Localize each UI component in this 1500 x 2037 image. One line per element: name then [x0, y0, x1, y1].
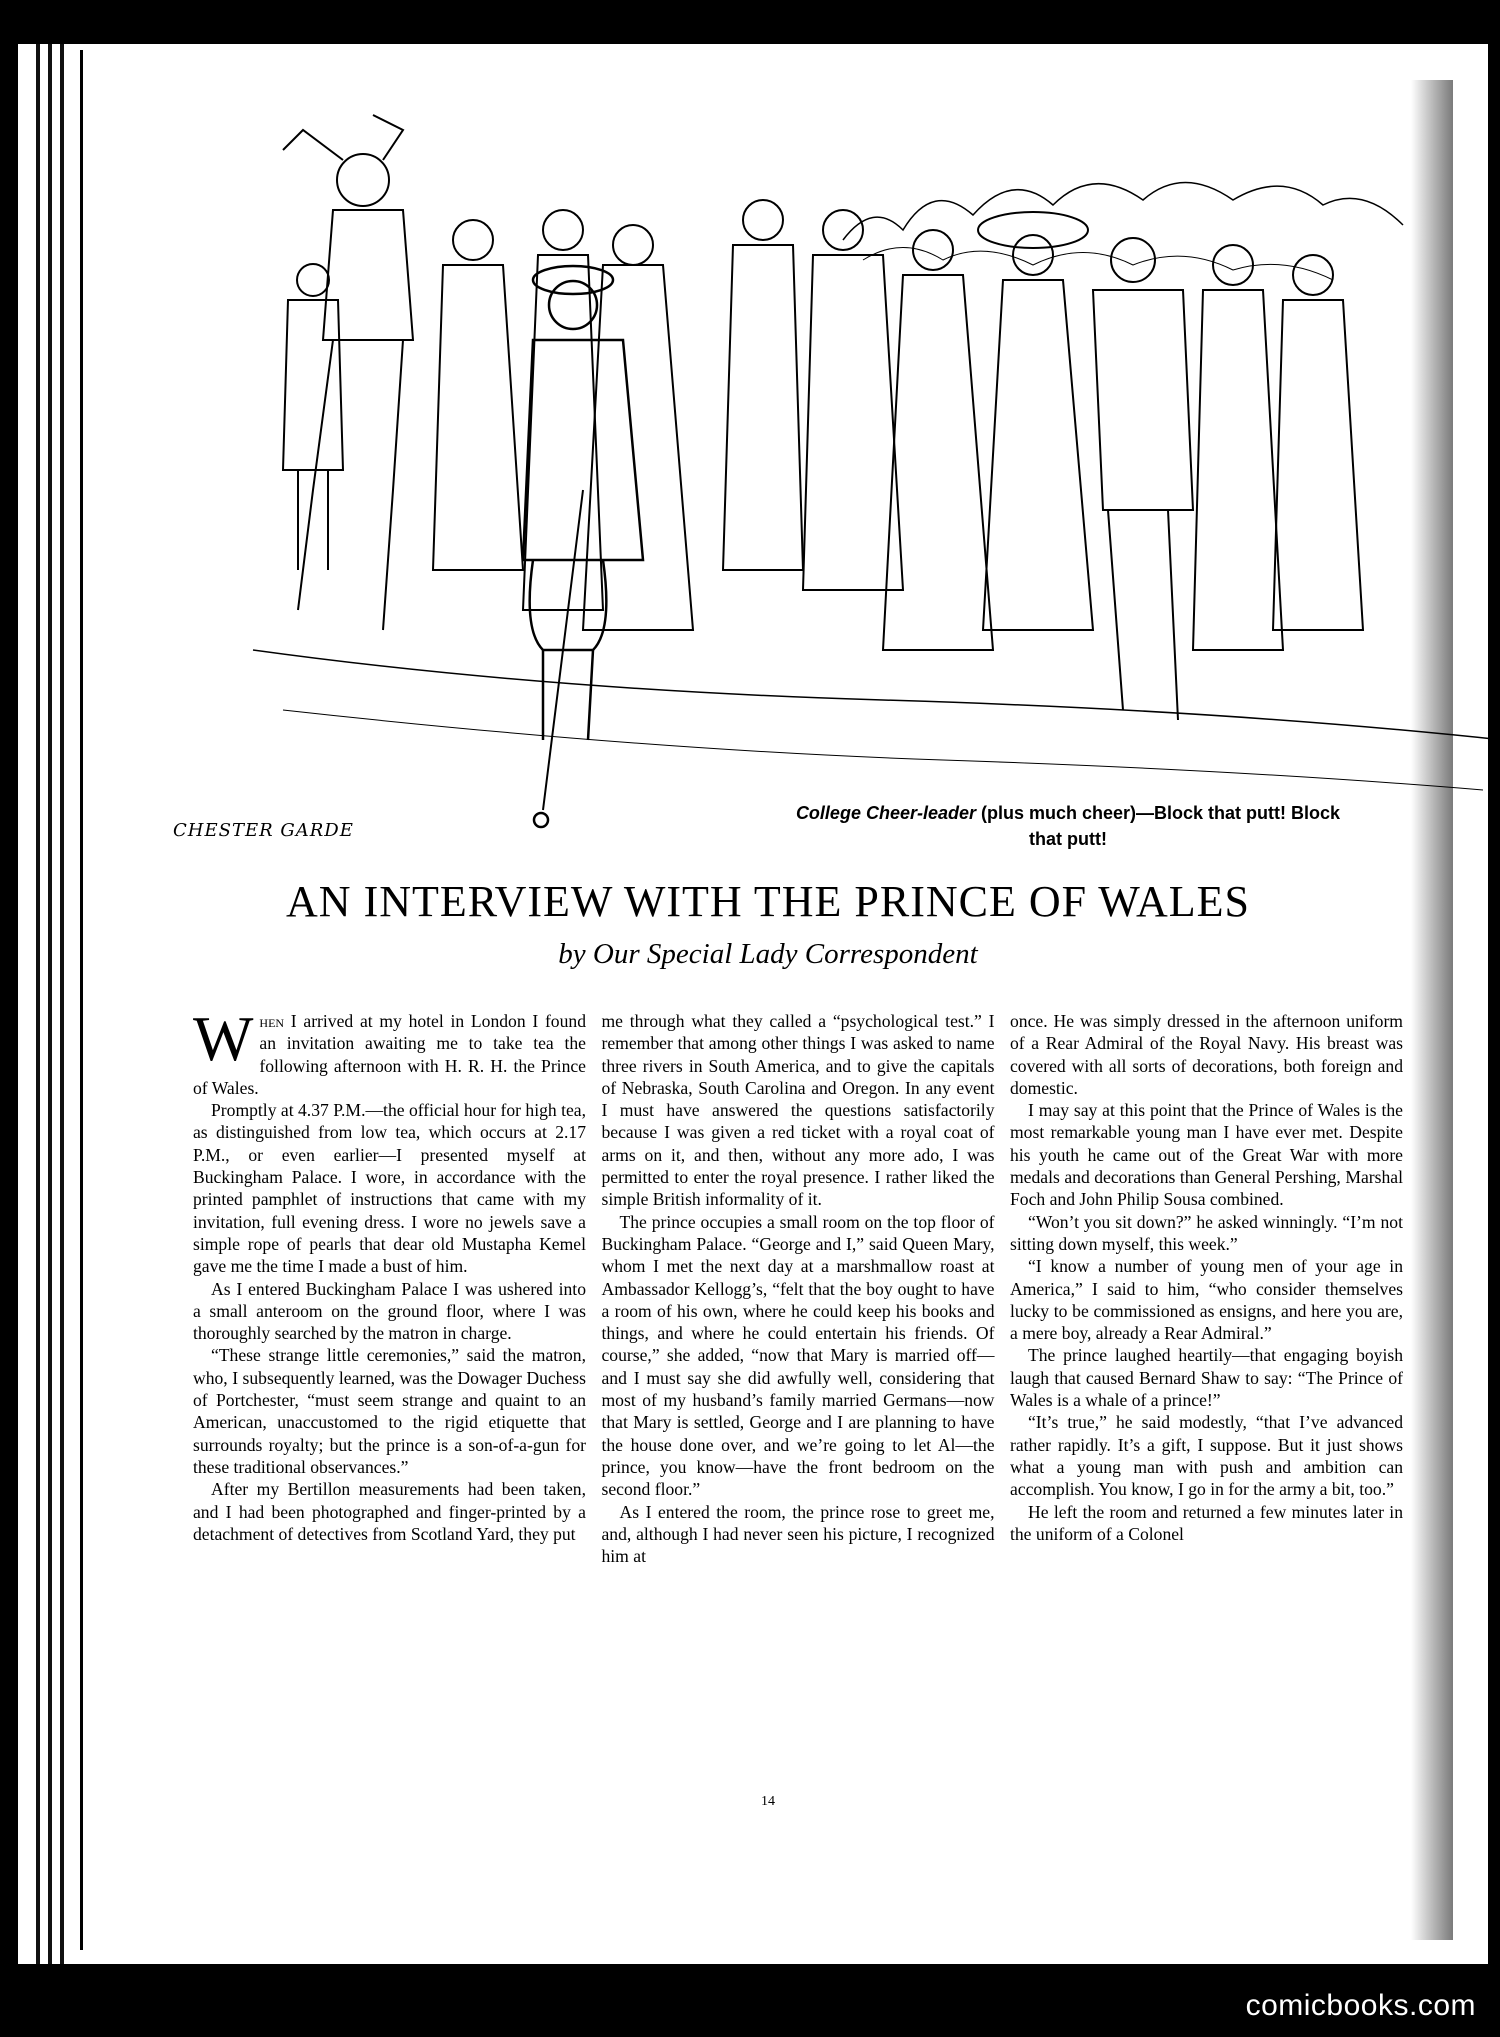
article-paragraph: When I arrived at my hotel in London I found an invitation awaiting me to take tea the following afternoon with H. R. H. the Prince of Wales. — [193, 1003, 586, 1098]
article-paragraph: once. He was simply dressed in the afternoon uniform of a Rear Admiral of the Royal Navy. His breast was covered with all sorts of decorations, both foreign and domestic. — [1010, 1011, 1403, 1098]
article-column-3 — [1010, 1010, 1403, 1790]
article-headline: AN INTERVIEW WITH THE PRINCE OF WALES — [286, 877, 1250, 926]
article-paragraph: Promptly at 4.37 P.M.—the official hour for high tea, as distinguished from low tea, which occurs at 2.17 P.M., or even earlier—I presented myself at Buckingham Palace. I wore, in accordance with the printed pamphlet of instructions that came with my invitation, full evening dress. I wore no jewels save a simple rope of pearls that dear old Mustapha Kemel gave me the time I made a bust of him. — [193, 1100, 586, 1277]
article-column-2 — [602, 1010, 995, 1790]
article-paragraph: After my Bertillon measurements had been taken, and I had been photographed and finger-printed by a detachment of detectives from Scotland Yard, they put — [193, 1479, 586, 1544]
article-paragraph: “These strange little ceremonies,” said the matron, who, I subsequently learned, was the Dowager Duchess of Portchester, “must seem strange and quaint to an American, unaccustomed to the rigid etiquette that surrounds royalty; but the prince is a son-of-a-gun for these traditional observances.” — [193, 1345, 586, 1477]
article-paragraph: The prince occupies a small room on the top floor of Buckingham Palace. “George and I,” said Queen Mary, whom I met the next day at a marshmallow roast at Ambassador Kellogg’s, “felt that the boy ought to have a room of his own, where he could keep his books and things, and where he could entertain his friends. Of course,” she added, “now that Mary is married off—and I must say she did awfully well, considering that most of my husband’s family married Germans—now that Mary is settled, George and I are planning to have the house done over, and we’re going to let Al—the prince, you know—have the front bedroom on the second floor.” — [601, 1211, 995, 1500]
article-paragraph: me through what they called a “psychological test.” I remember that among other things I was asked to name three rivers in South America, and to give the capitals of Nebraska, South Carolina and Oregon. In any event I must have answered the questions satisfactorily because I was given a red ticket with a royal coat of arms on it, and then, without any more ado, I was permitted to enter the royal presence. I rather liked the simple British informality of it. — [601, 1011, 995, 1210]
cheerleader-figure — [283, 115, 413, 630]
caption-text: (plus much cheer)—Block that putt! Block that putt! — [976, 803, 1341, 849]
page-edge — [48, 44, 52, 1964]
caption-speaker: College Cheer-leader — [795, 803, 976, 823]
page-number: 14 — [761, 1794, 775, 1809]
page-edge — [60, 44, 64, 1964]
article-paragraph: I may say at this point that the Prince of Wales is the most remarkable young man I have ever met. Despite his youth he came out of the Great War with more medals and decorations than General Pershing, Marshal Foch and John Philip Sousa combined. — [1010, 1100, 1403, 1210]
article-paragraph: As I entered Buckingham Palace I was ushered into a small anteroom on the ground floor, where I was thoroughly searched by the matron in charge. — [193, 1278, 586, 1344]
artist-signature: CHESTER GARDE — [173, 820, 354, 841]
article-paragraph: “Won’t you sit down?” he asked winningly. “I’m not sitting down myself, this week.” — [1010, 1211, 1403, 1254]
illustration-caption — [783, 800, 1353, 852]
article-paragraph: He left the room and returned a few minutes later in the uniform of a Colonel — [1010, 1501, 1403, 1544]
article-paragraph: “It’s true,” he said modestly, “that I’ve advanced rather rapidly. It’s a gift, I suppose. But it just shows what a young man with push and ambition can accomplish. You know, I go in for the army a bit, too.” — [1010, 1412, 1403, 1500]
drop-cap: W — [193, 1003, 254, 1074]
golf-crowd-illustration — [243, 90, 1500, 840]
article-byline: by Our Special Lady Correspondent — [558, 938, 978, 970]
site-watermark: comicbooks.com — [1245, 1989, 1476, 2022]
article-column-1 — [193, 1003, 586, 1790]
article-paragraph: The prince laughed heartily—that engaging boyish laugh that caused Bernard Shaw to say: “The Prince of Wales is a whale of a prince!” — [1010, 1345, 1403, 1411]
article-paragraph: As I entered the room, the prince rose to greet me, and, although I had never seen his picture, I recognized him at — [601, 1501, 995, 1567]
article-body — [193, 1003, 1403, 1790]
magazine-page — [80, 50, 1453, 1950]
page-edge — [36, 44, 40, 1964]
lead-small-caps: hen — [259, 1011, 285, 1031]
article-paragraph: “I know a number of young men of your age in America,” I said to him, “who consider themselves lucky to be commissioned as ensigns, and here you are, a mere boy, already a Rear Admiral.” — [1010, 1256, 1403, 1344]
golfer-figure — [523, 266, 643, 827]
